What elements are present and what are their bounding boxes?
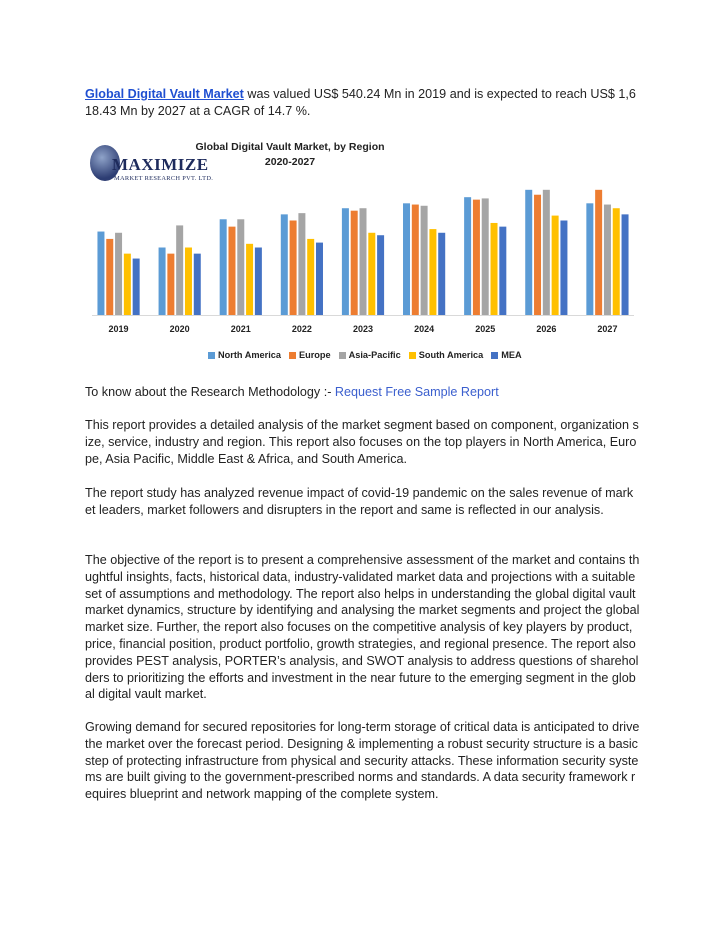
- x-tick-label: 2022: [291, 324, 312, 334]
- bar-2027-mea: [622, 214, 629, 315]
- legend-label: Europe: [298, 350, 331, 360]
- bar-2020-south-america: [185, 248, 192, 316]
- bar-2027-europe: [595, 190, 602, 315]
- bar-2025-mea: [499, 227, 506, 315]
- paragraph-4: Growing demand for secured repositories for long-term storage of critical data is anticipated to drive the market over the forecast period. Designing & implementing a robust security structure is a basic step of protecting infrastructure from physical and security attacks. These information security systems are built giving to the government-prescribed norms and standards. A data security framework requires blueprint and network mapping of the complete system.: [85, 720, 640, 802]
- bar-2026-mea: [560, 221, 567, 316]
- bar-2023-asia-pacific: [360, 208, 367, 315]
- methodology-text: To know about the Research Methodology :-: [85, 385, 335, 399]
- bar-2019-europe: [106, 239, 113, 315]
- legend-swatch: [409, 352, 416, 359]
- chart-legend: [208, 349, 522, 361]
- bar-2025-europe: [473, 200, 480, 315]
- legend-label: South America: [418, 350, 484, 360]
- paragraph-3: The objective of the report is to present a comprehensive assessment of the market and contains thughtful insights, facts, historical data, industry-validated market data and projections with a suitable set of assumptions and methodology. The report also helps in understanding the global digital vault market dynamics, structure by identifying and analysing the market segments and project the global market size. Further, the report also focuses on the competitive analysis of key players by product, price, financial position, product portfolio, growth strategies, and regional presence. The report also provides PEST analysis, PORTER’s analysis, and SWOT analysis to address questions of shareholders to prioritizing the efforts and investment in the near future to the emerging segment in the global digital vault market.: [85, 553, 640, 702]
- bar-2020-north-america: [159, 248, 166, 316]
- intro-text: was valued US$ 540.24 Mn in 2019 and is expected to reach US$ 1,618.43 Mn by 2027 at a CAGR of 14.7 %.: [85, 87, 636, 118]
- legend-label: MEA: [501, 350, 522, 360]
- legend-label: Asia-Pacific: [348, 350, 401, 360]
- bar-2021-asia-pacific: [237, 219, 244, 315]
- bar-2022-south-america: [307, 239, 314, 315]
- market-link[interactable]: Global Digital Vault Market: [85, 87, 244, 101]
- legend-label: North America: [218, 350, 281, 360]
- bar-2025-south-america: [491, 223, 498, 315]
- bar-2019-north-america: [97, 232, 104, 315]
- legend-swatch: [289, 352, 296, 359]
- x-tick-label: 2025: [475, 324, 496, 334]
- bar-2023-mea: [377, 235, 384, 315]
- x-tick-label: 2024: [414, 324, 435, 334]
- bar-2019-asia-pacific: [115, 233, 122, 315]
- x-tick-label: 2023: [352, 324, 374, 334]
- paragraph-2: The report study has analyzed revenue impact of covid-19 pandemic on the sales revenue of market leaders, market followers and disrupters in the report and same is reflected in our analysis.: [85, 486, 634, 517]
- x-tick-label: 2021: [230, 324, 251, 334]
- bar-2022-north-america: [281, 214, 288, 315]
- x-tick-label: 2026: [536, 324, 557, 334]
- intro-paragraph: [85, 86, 640, 120]
- bar-2022-mea: [316, 243, 323, 315]
- bar-2025-asia-pacific: [482, 198, 489, 315]
- legend-swatch: [208, 352, 215, 359]
- bar-2021-north-america: [220, 219, 227, 315]
- legend-item: [491, 350, 521, 360]
- x-tick-label: 2019: [108, 324, 129, 334]
- bar-2024-europe: [412, 205, 419, 315]
- bar-2019-south-america: [124, 254, 131, 315]
- bar-2020-europe: [167, 254, 174, 315]
- bar-2020-mea: [194, 254, 201, 315]
- bar-2027-asia-pacific: [604, 205, 611, 315]
- x-tick-label: 2027: [597, 324, 618, 334]
- legend-swatch: [491, 352, 498, 359]
- bar-2026-europe: [534, 195, 541, 315]
- bar-2021-mea: [255, 248, 262, 316]
- bar-2024-asia-pacific: [421, 206, 428, 315]
- chart-subtitle: 2020-2027: [264, 156, 316, 168]
- bar-2026-north-america: [525, 190, 532, 315]
- legend-item: [208, 350, 281, 360]
- legend-swatch: [339, 352, 346, 359]
- bar-2024-south-america: [429, 229, 436, 315]
- bar-2021-south-america: [246, 244, 253, 315]
- bar-2023-europe: [351, 211, 358, 315]
- chart-title: Global Digital Vault Market, by Region: [195, 141, 385, 153]
- bar-2019-mea: [133, 259, 140, 315]
- logo-subtitle: MARKET RESEARCH PVT. LTD.: [114, 175, 214, 182]
- x-tick-label: 2020: [169, 324, 190, 334]
- legend-item: [409, 350, 484, 360]
- legend-item: [289, 350, 331, 360]
- bar-2027-south-america: [613, 208, 620, 315]
- bar-2023-south-america: [368, 233, 375, 315]
- paragraph-1: This report provides a detailed analysis of the market segment based on component, organization size, service, industry and region. This report also focuses on the top players in North America, Europe, Asia Pacific, Middle East & Africa, and South America.: [85, 418, 639, 466]
- bar-2026-asia-pacific: [543, 190, 550, 315]
- legend-item: [339, 350, 401, 360]
- bar-2021-europe: [228, 227, 235, 315]
- bar-2024-mea: [438, 233, 445, 315]
- request-sample-link[interactable]: Request Free Sample Report: [334, 385, 499, 399]
- bar-2022-asia-pacific: [298, 213, 305, 315]
- bar-2027-north-america: [586, 203, 593, 315]
- methodology-line: [85, 384, 640, 401]
- bar-2022-europe: [290, 221, 297, 316]
- bar-2023-north-america: [342, 208, 349, 315]
- bar-2024-north-america: [403, 203, 410, 315]
- bar-chart: [88, 170, 638, 345]
- bar-2020-asia-pacific: [176, 225, 183, 315]
- bar-2026-south-america: [552, 216, 559, 315]
- bar-2025-north-america: [464, 197, 471, 315]
- logo-name: MAXIMIZE: [112, 155, 209, 174]
